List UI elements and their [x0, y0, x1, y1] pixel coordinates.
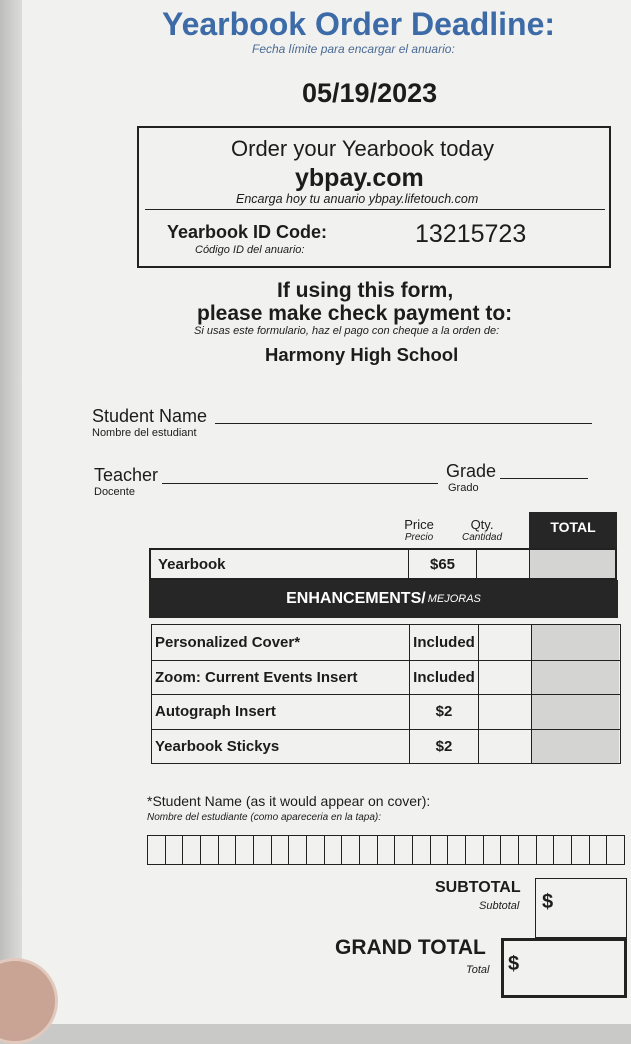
enhancements-header [149, 580, 618, 618]
letter-box[interactable] [254, 836, 272, 864]
enhancements-table [151, 624, 621, 764]
enhancements-title: ENHANCEMENTS/ [286, 590, 426, 607]
letter-box[interactable] [572, 836, 590, 864]
payee-name: Harmony High School [265, 344, 459, 365]
enhancement-name: Personalized Cover* [155, 633, 301, 651]
enhancement-row [152, 694, 620, 729]
letter-box[interactable] [360, 836, 378, 864]
letter-box[interactable] [484, 836, 502, 864]
enhancement-row [152, 625, 620, 660]
letter-box[interactable] [307, 836, 325, 864]
student-name-label-spanish: Nombre del estudiant [92, 427, 197, 439]
deadline-title-spanish: Fecha límite para encargar el anuario: [252, 42, 455, 56]
enhancement-price: $2 [409, 730, 478, 764]
enhancement-name: Autograph Insert [155, 703, 276, 721]
letter-box[interactable] [378, 836, 396, 864]
enhancement-name: Yearbook Stickys [155, 737, 280, 755]
divider [145, 209, 605, 210]
letter-box[interactable] [236, 836, 254, 864]
letter-box[interactable] [466, 836, 484, 864]
enhancement-qty-input[interactable] [478, 695, 531, 729]
letter-box[interactable] [448, 836, 466, 864]
qty-header-text: Qty. [470, 517, 494, 532]
deadline-title: Yearbook Order Deadline: [162, 6, 556, 42]
letter-box[interactable] [537, 836, 555, 864]
grade-field[interactable] [500, 478, 588, 479]
cover-name-label: *Student Name (as it would appear on cover): [147, 793, 431, 809]
order-website[interactable]: ybpay.com [295, 164, 424, 192]
enhancement-total-input[interactable] [531, 661, 619, 695]
total-column-header: TOTAL [529, 512, 617, 548]
yearbook-row [149, 548, 617, 580]
teacher-field[interactable] [162, 483, 438, 484]
yearbook-id-label: Yearbook ID Code: [167, 222, 328, 242]
enhancement-row [152, 660, 620, 695]
subtotal-input[interactable] [535, 878, 627, 938]
letter-box[interactable] [325, 836, 343, 864]
teacher-label-spanish: Docente [94, 486, 135, 498]
enhancement-qty-input[interactable] [478, 661, 531, 695]
letter-box[interactable] [501, 836, 519, 864]
letter-box[interactable] [554, 836, 572, 864]
teacher-label: Teacher [94, 465, 159, 485]
letter-box[interactable] [183, 836, 201, 864]
grand-total-label: GRAND TOTAL [335, 936, 486, 959]
letter-box[interactable] [166, 836, 184, 864]
yearbook-total-input[interactable] [529, 550, 615, 578]
letter-box[interactable] [148, 836, 166, 864]
qty-column-header [454, 517, 510, 543]
letter-box[interactable] [519, 836, 537, 864]
enhancement-name: Zoom: Current Events Insert [155, 668, 358, 686]
price-header-spanish: Precio [404, 532, 434, 543]
letter-box[interactable] [272, 836, 290, 864]
student-name-field[interactable] [215, 423, 592, 424]
enhancement-price: Included [409, 625, 478, 660]
enhancement-qty-input[interactable] [478, 625, 531, 660]
payment-line-1: If using this form, [277, 279, 454, 302]
enhancement-price: $2 [409, 695, 478, 729]
subtotal-currency: $ [542, 891, 554, 913]
letter-box[interactable] [413, 836, 431, 864]
order-form [22, 0, 631, 1024]
letter-box[interactable] [590, 836, 608, 864]
order-info-box [137, 126, 611, 268]
deadline-date: 05/19/2023 [302, 78, 438, 108]
payment-line-2: please make check payment to: [197, 302, 513, 325]
grand-total-currency: $ [508, 953, 520, 975]
enhancements-title-spanish: MEJORAS [427, 593, 481, 605]
cover-name-label-spanish: Nombre del estudiante (como apareceria en la tapa): [147, 812, 382, 823]
enhancement-total-input[interactable] [531, 730, 619, 764]
price-column-header [391, 517, 447, 543]
qty-header-spanish: Cantidad [461, 532, 503, 543]
payment-line-spanish: Si usas este formulario, haz el pago con cheque a la orden de: [194, 325, 500, 337]
enhancement-total-input[interactable] [531, 695, 619, 729]
letter-box[interactable] [431, 836, 449, 864]
order-heading-spanish: Encarga hoy tu anuario ybpay.lifetouch.com [236, 192, 479, 206]
subtotal-label: SUBTOTAL [435, 879, 521, 896]
price-header-text: Price [404, 517, 434, 532]
cover-name-letter-boxes[interactable] [147, 835, 625, 865]
enhancement-total-input[interactable] [531, 625, 619, 660]
letter-box[interactable] [395, 836, 413, 864]
enhancement-row [152, 729, 620, 764]
student-name-label: Student Name [92, 406, 208, 426]
yearbook-id-code: 13215723 [415, 220, 527, 248]
letter-box[interactable] [342, 836, 360, 864]
subtotal-label-spanish: Subtotal [479, 900, 520, 912]
grade-label-spanish: Grado [448, 482, 479, 494]
enhancement-qty-input[interactable] [478, 730, 531, 764]
page-edge [0, 0, 22, 1024]
yearbook-price: $65 [408, 550, 476, 578]
grand-total-input[interactable] [501, 938, 627, 998]
enhancement-price: Included [409, 661, 478, 695]
order-heading: Order your Yearbook today [231, 136, 494, 161]
grade-label: Grade [446, 461, 497, 481]
letter-box[interactable] [219, 836, 237, 864]
grand-total-label-spanish: Total [466, 964, 490, 976]
yearbook-id-label-spanish: Código ID del anuario: [195, 244, 305, 256]
yearbook-qty-input[interactable] [476, 550, 529, 578]
yearbook-item-name: Yearbook [158, 555, 226, 573]
letter-box[interactable] [607, 836, 624, 864]
letter-box[interactable] [289, 836, 307, 864]
letter-box[interactable] [201, 836, 219, 864]
